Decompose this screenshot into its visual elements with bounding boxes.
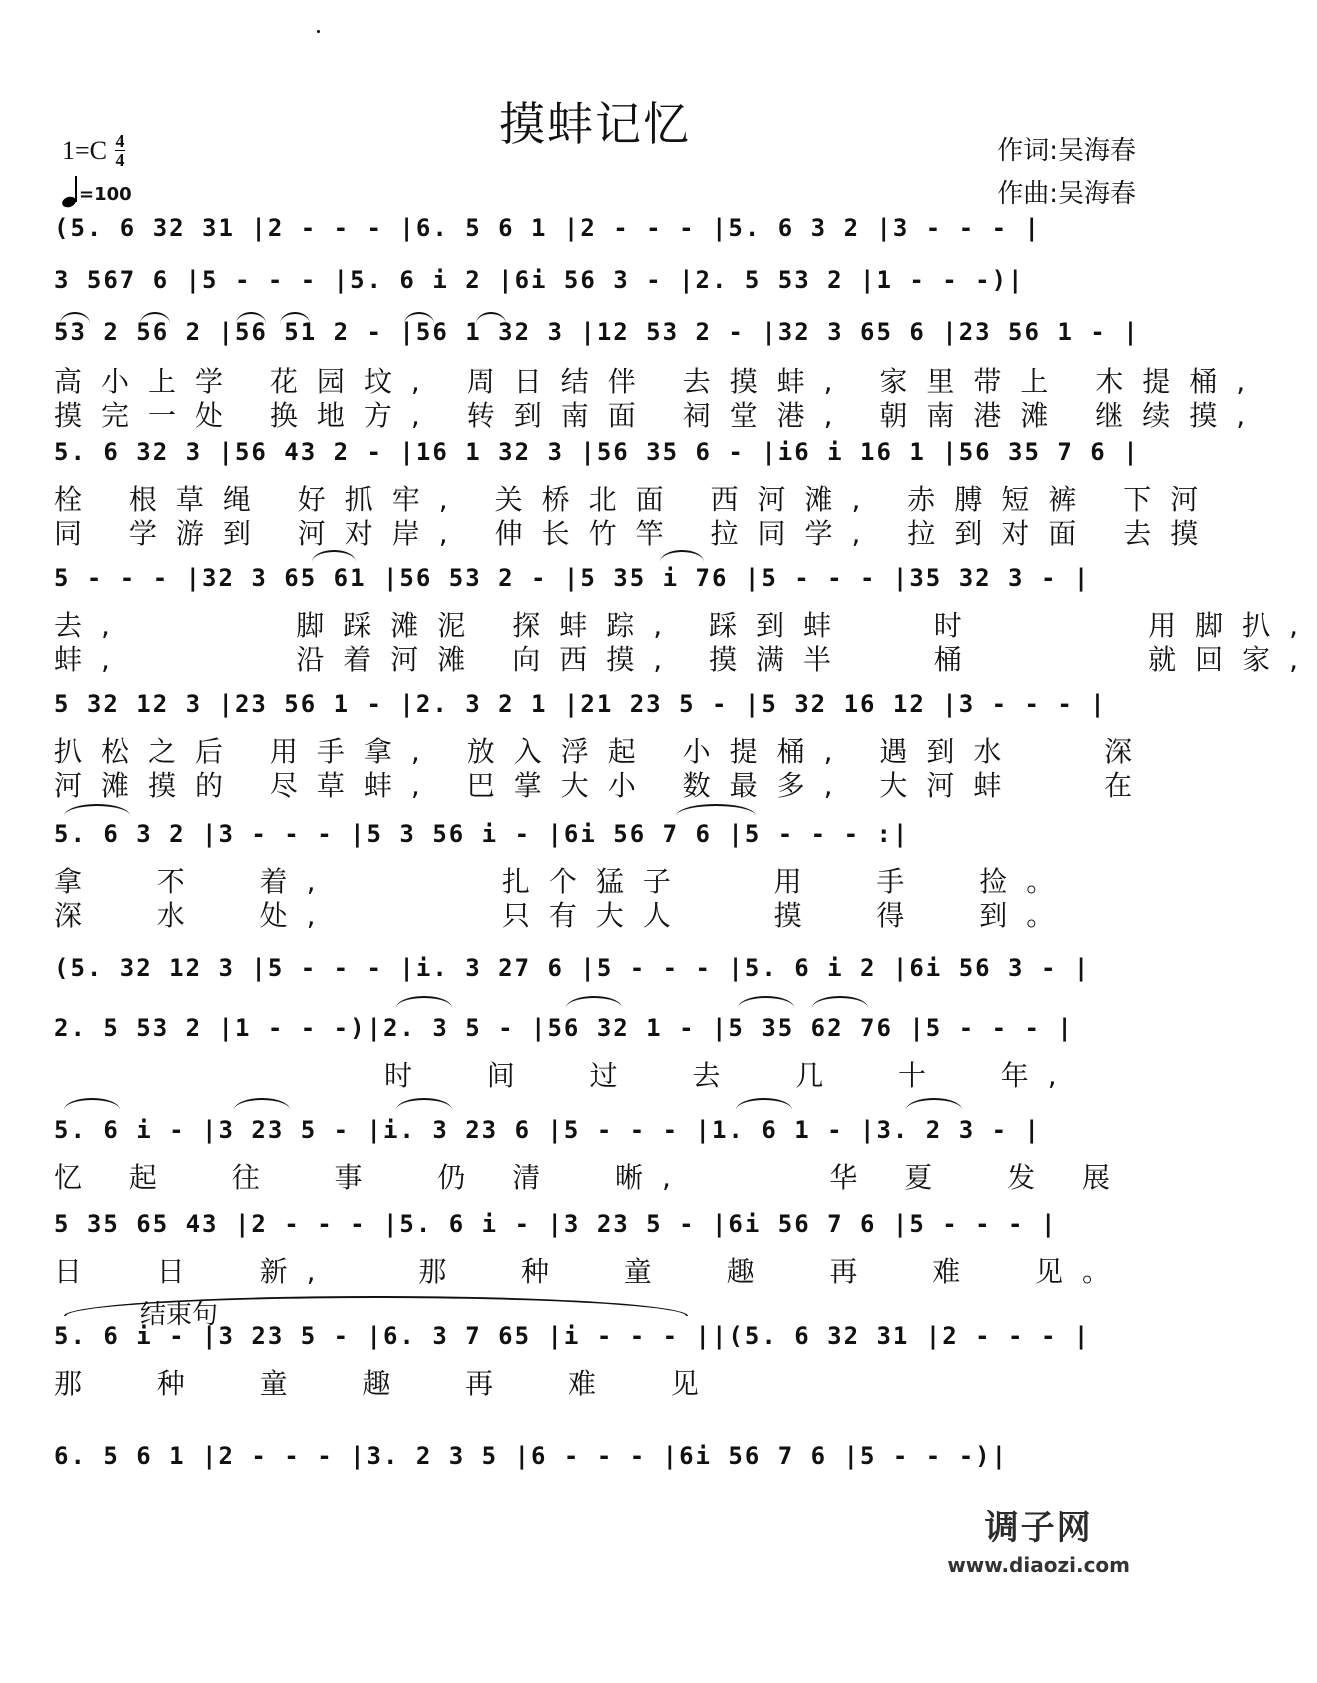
lyric-line-4-v2: 同 学游到 河对岸, 伸长竹竿 拉同学, 拉到对面 去摸 xyxy=(54,517,1218,550)
lyric-line-3-v2: 摸完一处 换地方, 转到南面 祠堂港, 朝南港滩 继续摸, xyxy=(54,399,1265,432)
slur-mark xyxy=(566,996,622,1008)
lyric-line-5-v2: 蚌, 沿着河滩 向西摸, 摸满半 桶 就回家, xyxy=(54,643,1317,676)
notation-line-5: 5 - - - |32 3 65 61 |56 53 2 - |5 35 i 76 |5 - - - |35 32 3 - | xyxy=(54,564,1091,592)
lyric-line-6-v1: 扒松之后 用手拿, 放入浮起 小提桶, 遇到水 深 xyxy=(54,735,1152,768)
lyric-line-4-v1: 栓 根草绳 好抓牢, 关桥北面 西河滩, 赤膊短裤 下河 xyxy=(54,483,1218,516)
tempo-marking xyxy=(62,181,132,207)
slur-mark xyxy=(476,312,506,324)
slur-mark xyxy=(280,312,310,324)
notation-line-3: 53 2 56 2 |56 51 2 - |56 1 32 3 |12 53 2 - |32 3 65 6 |23 56 1 - | xyxy=(54,318,1140,346)
slur-mark xyxy=(906,1098,962,1110)
page-title: 摸蚌记忆 xyxy=(499,97,691,151)
key-signature xyxy=(62,132,132,169)
lyric-line-11: 日 日 新, 那 种 童 趣 再 难 见。 xyxy=(54,1255,1130,1288)
slur-mark xyxy=(64,804,130,816)
slur-mark xyxy=(736,1098,792,1110)
lyric-line-9: 时 间 过 去 几 十 年, xyxy=(384,1059,1076,1092)
slur-mark xyxy=(60,312,90,324)
lyric-line-6-v2: 河滩摸的 尽草蚌, 巴掌大小 数最多, 大河蚌 在 xyxy=(54,769,1152,802)
notation-line-10: 5. 6 i - |3 23 5 - |i. 3 23 6 |5 - - - |1. 6 1 - |3. 2 3 - | xyxy=(54,1116,1041,1144)
notation-line-8: (5. 32 12 3 |5 - - - |i. 3 27 6 |5 - - - |5. 6 i 2 |6i 56 3 - | xyxy=(54,954,1091,982)
notation-line-13: 6. 5 6 1 |2 - - - |3. 2 3 5 |6 - - - |6i 56 7 6 |5 - - -)| xyxy=(54,1442,1009,1470)
slur-mark xyxy=(140,312,170,324)
notation-line-11: 5 35 65 43 |2 - - - |5. 6 i - |3 23 5 - |6i 56 7 6 |5 - - - | xyxy=(54,1210,1058,1238)
slur-mark xyxy=(812,996,868,1008)
notation-line-6: 5 32 12 3 |23 56 1 - |2. 3 2 1 |21 23 5 - |5 32 16 12 |3 - - - | xyxy=(54,690,1107,718)
lyricist-credit: 作词: 吴海春 xyxy=(997,136,1136,166)
lyric-line-5-v1: 去, 脚踩滩泥 探蚌踪, 踩到蚌 时 用脚扒, xyxy=(54,609,1317,642)
notation-line-2: 3 567 6 |5 - - - |5. 6 i 2 |6i 56 3 - |2. 5 53 2 |1 - - -)| xyxy=(54,266,1025,294)
lyric-line-7-v1: 拿 不 着, 扎个猛子 用 手 捡。 xyxy=(54,865,1074,898)
watermark-logo xyxy=(947,1500,1130,1577)
slur-mark xyxy=(396,996,452,1008)
time-sig-top: 4 xyxy=(115,131,125,151)
lyric-line-10: 忆 起 往 事 仍 清 晰, 华 夏 发 展 xyxy=(54,1161,1130,1194)
key-label: 1=C xyxy=(62,135,108,165)
slur-mark xyxy=(236,312,266,324)
ending-phrase-label: 结束句 xyxy=(140,1300,219,1330)
slur-mark xyxy=(404,312,434,324)
watermark-url: www.diaozi.com xyxy=(947,1553,1130,1577)
notation-line-7: 5. 6 3 2 |3 - - - |5 3 56 i - |6i 56 7 6 |5 - - - :| xyxy=(54,820,910,848)
tempo-value: =100 xyxy=(79,183,132,205)
notation-line-12: 5. 6 i - |3 23 5 - |6. 3 7 65 |i - - - ||(5. 6 32 31 |2 - - - | xyxy=(54,1322,1091,1350)
lyric-line-3-v1: 高小上学 花园坟, 周日结伴 去摸蚌, 家里带上 木提桶, xyxy=(54,365,1265,398)
stray-dot xyxy=(317,30,320,33)
time-sig-bottom: 4 xyxy=(115,150,125,170)
notation-line-1: (5. 6 32 31 |2 - - - |6. 5 6 1 |2 - - - |5. 6 3 2 |3 - - - | xyxy=(54,214,1041,242)
composer-credit: 作曲: 吴海春 xyxy=(997,179,1136,209)
notation-line-9: 2. 5 53 2 |1 - - -)|2. 3 5 - |56 32 1 - |5 35 62 76 |5 - - - | xyxy=(54,1014,1074,1042)
lyric-line-7-v2: 深 水 处, 只有大人 摸 得 到。 xyxy=(54,899,1074,932)
slur-mark xyxy=(396,1098,452,1110)
slur-mark xyxy=(738,996,794,1008)
key-and-tempo xyxy=(62,132,132,207)
watermark-cn: 调子网 xyxy=(984,1508,1093,1548)
notation-line-4: 5. 6 32 3 |56 43 2 - |16 1 32 3 |56 35 6 - |i6 i 16 1 |56 35 7 6 | xyxy=(54,438,1140,466)
credits xyxy=(997,130,1136,216)
lyric-line-12: 那 种 童 趣 再 难 见 xyxy=(54,1367,718,1400)
time-signature xyxy=(115,132,125,169)
slur-mark xyxy=(64,1098,120,1110)
slur-mark xyxy=(676,804,756,816)
slur-mark xyxy=(234,1098,290,1110)
